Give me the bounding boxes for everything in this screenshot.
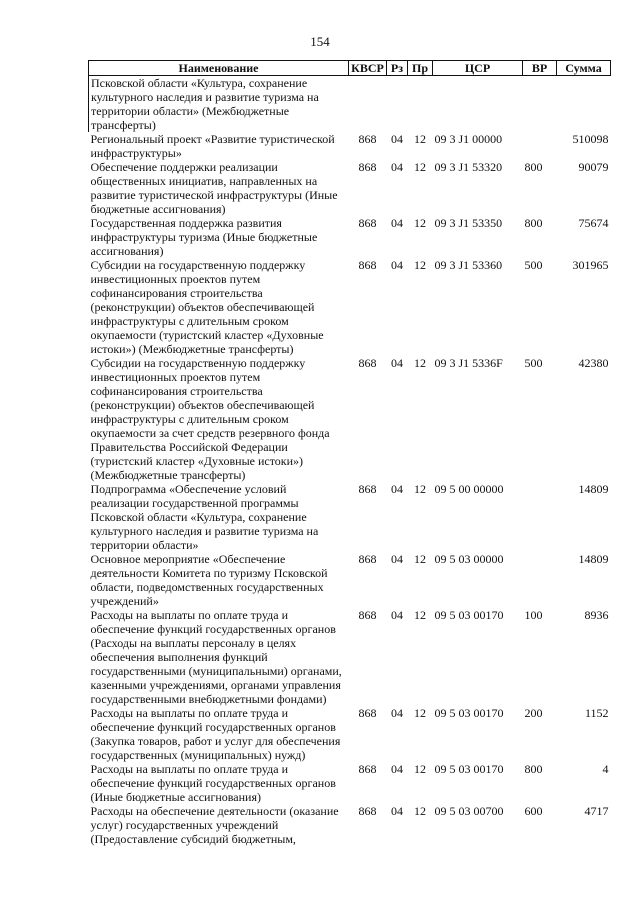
cell-rz: [387, 76, 408, 133]
cell-name: Основное мероприятие «Обеспечение деятельности Комитета по туризму Псковской области, подведомственных государственных учреждений»: [90, 552, 328, 608]
cell-sum: 1152: [584, 706, 609, 720]
cell-sum: 14809: [578, 482, 609, 496]
table-row: [89, 216, 611, 258]
cell-kvsr: 868: [358, 608, 377, 622]
cell-sum: 14809: [578, 552, 609, 566]
cell-name: Субсидии на государственную поддержку инвестиционных проектов путем софинансирования строительства (реконструкции) объектов обеспечивающей инфраструктуры с длительным сроком окупаемости за счет средств резервного фонда Правительства Российской Федерации (туристский кластер «Духовные истоки») (Межбюджетные трансферты): [90, 356, 330, 482]
cell-rz: 04: [391, 216, 403, 230]
column-header-vr: ВР: [523, 61, 557, 76]
cell-sum: 510098: [572, 132, 609, 146]
budget-table: [88, 60, 611, 846]
table-row: [89, 762, 611, 804]
cell-csr: 09 5 03 00000: [434, 552, 504, 566]
cell-rz: 04: [391, 132, 403, 146]
cell-sum: [557, 76, 611, 133]
cell-csr: 09 5 03 00170: [434, 762, 504, 776]
cell-csr: 09 3 J1 00000: [434, 132, 503, 146]
cell-vr: 500: [524, 356, 543, 370]
cell-kvsr: 868: [358, 258, 377, 272]
cell-kvsr: 868: [358, 804, 377, 818]
table-row: [89, 132, 611, 160]
cell-vr: 500: [524, 258, 543, 272]
cell-rz: 04: [391, 804, 403, 818]
cell-name: Субсидии на государственную поддержку инвестиционных проектов путем софинансирования строительства (реконструкции) объектов обеспечивающей инфраструктуры с длительным сроком окупаемости (туристский кластер «Духовные истоки») (Межбюджетные трансферты): [90, 258, 324, 356]
cell-csr: 09 3 J1 53360: [434, 258, 503, 272]
cell-pr: 12: [414, 160, 426, 174]
table-row: [89, 160, 611, 216]
cell-kvsr: 868: [358, 216, 377, 230]
cell-rz: 04: [391, 258, 403, 272]
cell-csr: 09 5 03 00170: [434, 706, 504, 720]
cell-vr: 600: [524, 804, 543, 818]
table-row: [89, 608, 611, 706]
cell-vr: 800: [524, 216, 543, 230]
cell-csr: 09 3 J1 53350: [434, 216, 503, 230]
cell-rz: 04: [391, 762, 403, 776]
cell-rz: 04: [391, 706, 403, 720]
cell-name: Обеспечение поддержки реализации общественных инициатив, направленных на развитие туристической инфраструктуры (Иные бюджетные ассигнования): [90, 160, 338, 216]
column-header-kvsr: КВСР: [349, 61, 387, 76]
column-header-name: Наименование: [89, 61, 349, 76]
cell-kvsr: 868: [358, 552, 377, 566]
cell-kvsr: 868: [358, 160, 377, 174]
page-number: 154: [310, 34, 330, 49]
cell-kvsr: 868: [358, 706, 377, 720]
cell-csr: 09 3 J1 5336F: [434, 356, 503, 370]
cell-vr: 800: [524, 762, 543, 776]
cell-pr: 12: [414, 804, 426, 818]
cell-vr: [523, 132, 557, 160]
cell-vr: 800: [524, 160, 543, 174]
cell-csr: [433, 76, 523, 133]
cell-sum: 4717: [584, 804, 609, 818]
cell-pr: 12: [414, 552, 426, 566]
cell-vr: [523, 482, 557, 552]
column-header-sum: Сумма: [557, 61, 611, 76]
cell-sum: 301965: [572, 258, 609, 272]
cell-sum: 90079: [578, 160, 609, 174]
cell-pr: 12: [414, 356, 426, 370]
cell-csr: 09 5 00 00000: [434, 482, 504, 496]
cell-sum: 75674: [578, 216, 609, 230]
cell-sum: 8936: [584, 608, 609, 622]
cell-name: Подпрограмма «Обеспечение условий реализации государственной программы Псковской области «Культура, сохранение культурного наследия и развитие туризма на территории области»: [90, 482, 319, 552]
cell-vr: [523, 76, 557, 133]
cell-rz: 04: [391, 608, 403, 622]
cell-kvsr: [349, 76, 387, 133]
cell-pr: 12: [414, 706, 426, 720]
cell-pr: 12: [414, 216, 426, 230]
cell-sum: 4: [602, 762, 609, 776]
cell-pr: [408, 76, 433, 133]
cell-pr: 12: [414, 258, 426, 272]
cell-csr: 09 5 03 00170: [434, 608, 504, 622]
table-row: [89, 76, 611, 133]
cell-vr: [523, 552, 557, 608]
cell-vr: 100: [524, 608, 543, 622]
column-header-csr: ЦСР: [433, 61, 523, 76]
table-row: [89, 482, 611, 552]
cell-name: Расходы на обеспечение деятельности (оказание услуг) государственных учреждений (Предоставление субсидий бюджетным,: [90, 804, 339, 846]
cell-rz: 04: [391, 552, 403, 566]
table-header-row: [89, 61, 611, 76]
table-row: [89, 356, 611, 482]
cell-name: Расходы на выплаты по оплате труда и обеспечение функций государственных органов (Закупка товаров, работ и услуг для обеспечения государственных (муниципальных) нужд): [90, 706, 341, 762]
cell-kvsr: 868: [358, 762, 377, 776]
cell-name: Государственная поддержка развития инфраструктуры туризма (Иные бюджетные ассигнования): [90, 216, 318, 258]
cell-sum: 42380: [578, 356, 609, 370]
cell-name: Расходы на выплаты по оплате труда и обеспечение функций государственных органов (Иные бюджетные ассигнования): [90, 762, 336, 804]
cell-pr: 12: [414, 762, 426, 776]
cell-kvsr: 868: [358, 482, 377, 496]
table-row: [89, 552, 611, 608]
cell-vr: 200: [524, 706, 543, 720]
cell-name: Региональный проект «Развитие туристической инфраструктуры»: [90, 132, 335, 160]
cell-csr: 09 3 J1 53320: [434, 160, 503, 174]
cell-kvsr: 868: [358, 356, 377, 370]
cell-name: Псковской области «Культура, сохранение культурного наследия и развитие туризма на территории области» (Межбюджетные трансферты): [89, 76, 349, 133]
cell-pr: 12: [414, 608, 426, 622]
cell-rz: 04: [391, 160, 403, 174]
cell-csr: 09 5 03 00700: [434, 804, 504, 818]
cell-pr: 12: [414, 132, 426, 146]
cell-kvsr: 868: [358, 132, 377, 146]
cell-pr: 12: [414, 482, 426, 496]
cell-rz: 04: [391, 356, 403, 370]
cell-rz: 04: [391, 482, 403, 496]
table-row: [89, 258, 611, 356]
column-header-rz: Рз: [387, 61, 408, 76]
column-header-pr: Пр: [408, 61, 433, 76]
table-row: [89, 804, 611, 846]
table-row: [89, 706, 611, 762]
cell-name: Расходы на выплаты по оплате труда и обеспечение функций государственных органов (Расходы на выплаты персоналу в целях обеспечения выполнения функций государственными (муниципальными) органами, казенными учреждениями, органами управления государственными внебюджетными фондами): [90, 608, 342, 706]
